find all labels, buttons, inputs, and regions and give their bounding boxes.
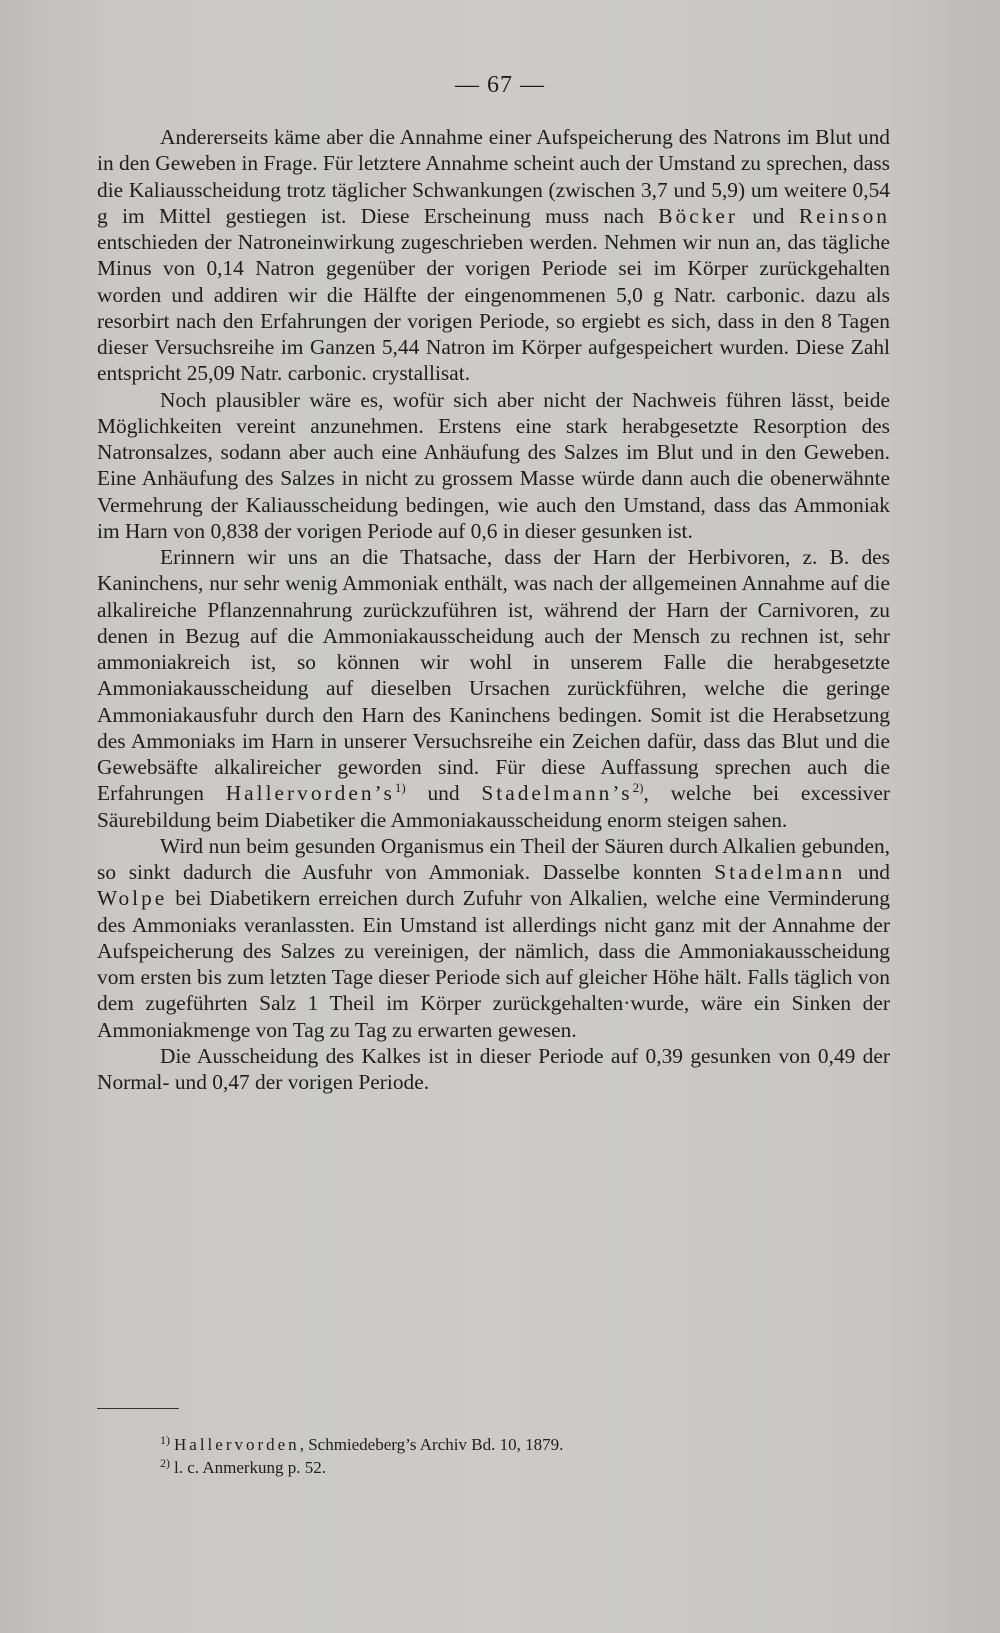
body-text — [97, 124, 890, 1095]
paragraph — [97, 387, 890, 545]
text-run: und — [845, 860, 890, 884]
author-name: Reinson — [798, 203, 891, 228]
text-run: Wird nun beim gesunden Organismus ein Theil der Säuren durch Alkalien gebunden, so sinkt dadurch die Ausfuhr von Ammoniak. Dasselbe konnten — [97, 833, 890, 884]
page-number: — 67 — — [455, 72, 545, 98]
footnotes — [160, 1433, 900, 1479]
footnote-text: l. c. Anmerkung p. 52. — [174, 1458, 327, 1477]
paragraph — [97, 124, 890, 387]
footnote — [160, 1456, 900, 1479]
author-name: Wolpe — [97, 886, 168, 911]
paragraph — [97, 544, 890, 833]
text-run: , welche bei excessiver Säurebildung beim Diabetiker die Ammoniakausscheidung enorm steigen sahen. — [97, 781, 890, 832]
text-run: Erinnern wir uns an die Thatsache, dass der Harn der Herbivoren, z. B. des Kaninchens, nur sehr wenig Ammoniak enthält, was nach der allgemeinen Annahme auf die alkalireiche Pflanzennahrung zurückzuführen ist, während der Harn der Carnivoren, zu denen in Bezug auf die Ammoniakausscheidung auch der Mensch zu rechnen ist, sehr ammoniakreich ist, so können wir wohl in unserem Falle die herabgesetzte Ammoniakausscheidung auf dieselben Ursachen zurückführen, welche die geringe Ammoniakausfuhr durch den Harn des Kaninchens bedingen. Somit ist die Herabsetzung des Ammoniaks im Harn in unserer Versuchsreihe ein Zeichen dafür, dass das Blut und die Gewebsäfte alkalireicher geworden sind. Für diese Auffassung sprechen auch die Erfahrungen — [97, 545, 890, 806]
author-name: Böcker — [658, 203, 739, 228]
footnote-text: , Schmiedeberg’s Archiv Bd. 10, 1879. — [299, 1435, 564, 1454]
footnote-author: Hallervorden — [174, 1435, 300, 1454]
footnote-reference: 1) — [394, 780, 406, 796]
paragraph — [97, 833, 890, 1043]
author-name: Stadelmann — [714, 860, 846, 884]
footnote — [160, 1433, 900, 1456]
text-run: und — [405, 781, 482, 806]
text-run: Andererseits käme aber die Annahme einer Aufspeicherung des Natrons im Blut und in den Geweben in Frage. Für letztere Annahme scheint auch der Umstand zu sprechen, dass die Kaliausscheidung trotz täglicher Schwankungen (zwischen 3,7 und 5,9) um weitere 0,54 g im Mittel gestiegen ist. Diese Erscheinung muss nach — [97, 125, 890, 228]
paragraph — [97, 1043, 890, 1096]
author-name: Stadelmann’s — [481, 781, 633, 806]
text-run: und — [738, 203, 799, 228]
text-run: Noch plausibler wäre es, wofür sich aber nicht der Nachweis führen lässt, beide Möglichkeiten vereint anzunehmen. Erstens eine stark herabgesetzte Resorption des Natronsalzes, sodann aber auch eine Anhäufung des Salzes im Blut und in den Geweben. Eine Anhäufung des Salzes in nicht zu grossem Masse würde dann auch die obenerwähnte Vermehrung der Kaliausscheidung bedingen, wie auch den Umstand, dass das Ammoniak im Harn von 0,838 der vorigen Periode auf 0,6 in dieser gesunken ist. — [97, 387, 890, 543]
footnote-mark: 2) — [160, 1456, 170, 1470]
footnote-mark: 1) — [160, 1433, 170, 1447]
text-run: bei Diabetikern erreichen durch Zufuhr von Alkalien, welche eine Verminderung des Ammoniaks veranlassten. Ein Umstand ist allerdings nicht ganz mit der Annahme der Aufspeicherung des Salzes zu vereinigen, der nämlich, dass die Ammoniakausscheidung vom ersten bis zum letzten Tage dieser Periode sich auf gleicher Höhe hält. Falls täglich von dem zugeführten Salz 1 Theil im Körper zurückgehalten·wurde, wäre ein Sinken der Ammoniakmenge von Tag zu Tag zu erwarten gewesen. — [97, 886, 890, 1042]
author-name: Hallervorden’s — [225, 781, 395, 806]
text-run: Die Ausscheidung des Kalkes ist in dieser Periode auf 0,39 gesunken von 0,49 der Normal- und 0,47 der vorigen Periode. — [97, 1043, 890, 1094]
text-run: entschieden der Natroneinwirkung zugeschrieben werden. Nehmen wir nun an, das tägliche Minus von 0,14 Natron gegenüber der vorigen Periode sei im Körper zurückgehalten worden und addiren wir die Hälfte der eingenommenen 5,0 g Natr. carbonic. dazu als resorbirt nach den Erfahrungen der vorigen Periode, so ergiebt es sich, dass in den 8 Tagen dieser Versuchsreihe im Ganzen 5,44 Natron im Körper aufgespeichert wurden. Diese Zahl entspricht 25,09 Natr. carbonic. crystallisat. — [97, 230, 890, 386]
footnote-divider — [97, 1408, 179, 1409]
footnote-reference: 2) — [632, 780, 644, 796]
